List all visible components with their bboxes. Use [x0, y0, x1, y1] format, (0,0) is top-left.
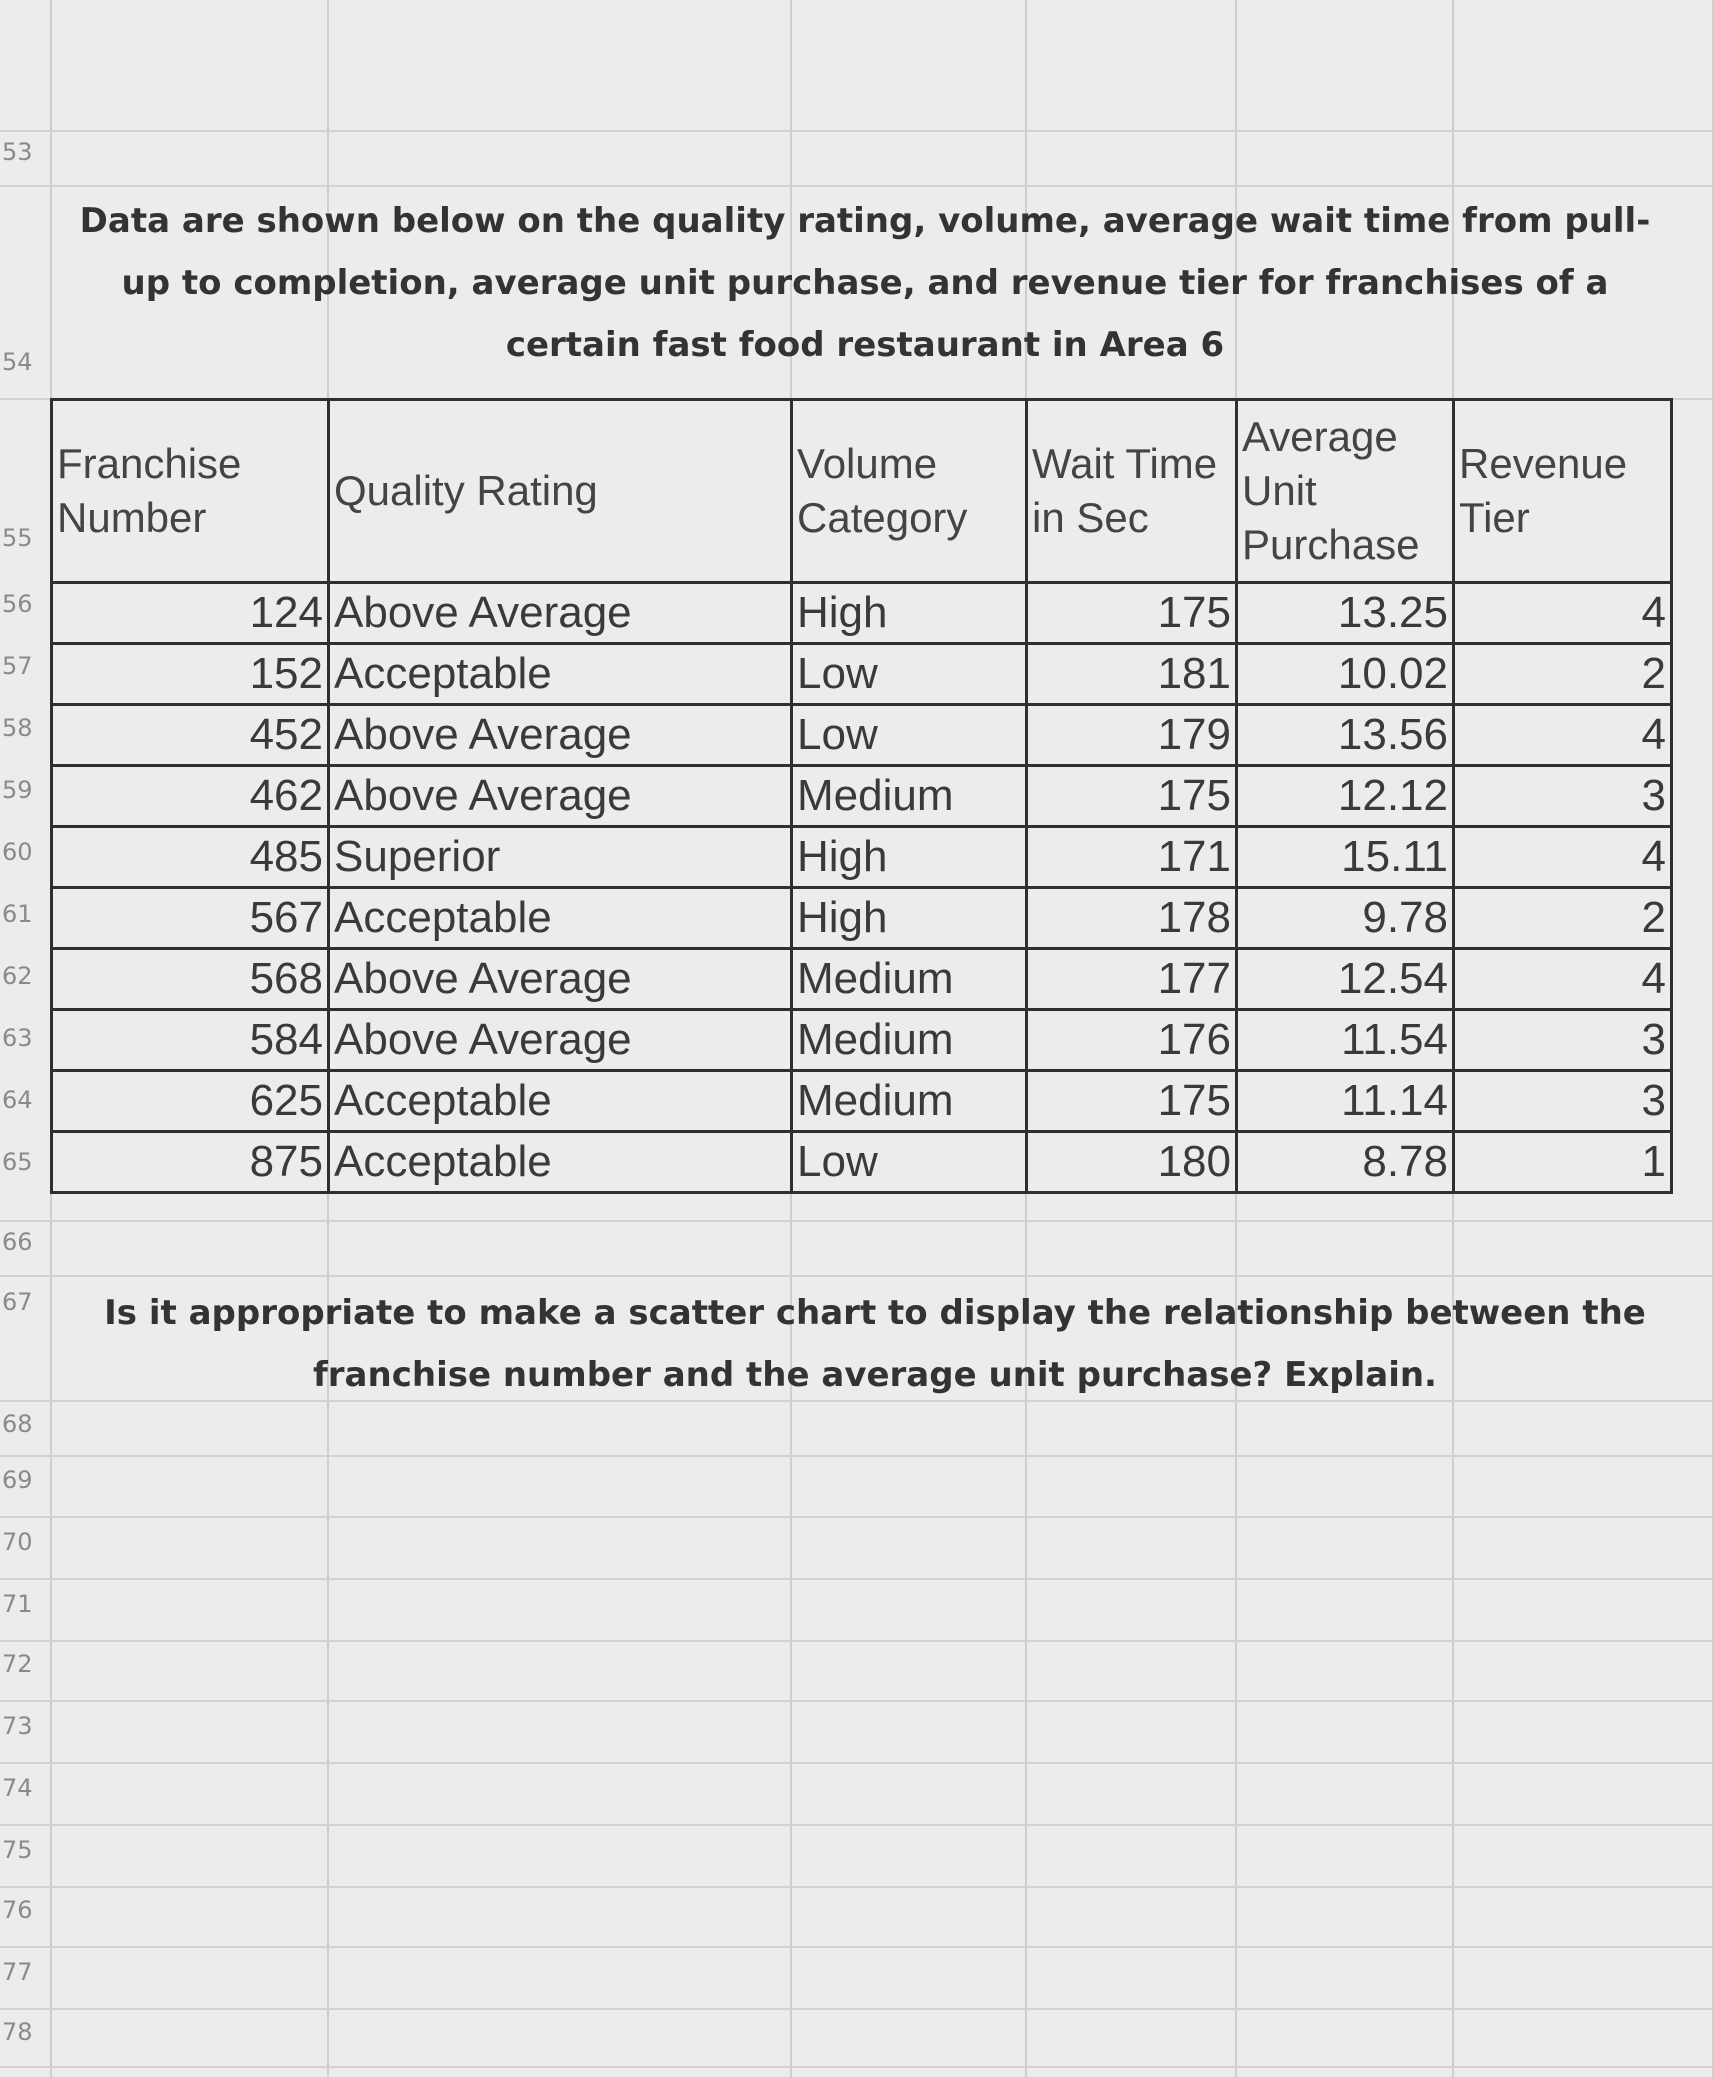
header-cell[interactable]: Volume Category	[792, 400, 1027, 583]
average-unit-purchase-cell[interactable]: 8.78	[1237, 1132, 1454, 1193]
volume-category-cell[interactable]: High	[792, 583, 1027, 644]
row-number[interactable]: 66	[2, 1228, 33, 1256]
header-cell[interactable]: Revenue Tier	[1454, 400, 1672, 583]
row-number[interactable]: 62	[2, 962, 33, 990]
revenue-tier-cell[interactable]: 3	[1454, 1010, 1672, 1071]
table-row	[52, 1132, 1672, 1193]
average-unit-purchase-cell[interactable]: 13.56	[1237, 705, 1454, 766]
franchise-data-table	[50, 398, 1673, 1194]
quality-rating-cell[interactable]: Above Average	[329, 583, 792, 644]
wait-time-cell[interactable]: 171	[1027, 827, 1237, 888]
row-number[interactable]: 63	[2, 1024, 33, 1052]
volume-category-cell[interactable]: Medium	[792, 949, 1027, 1010]
row-number[interactable]: 59	[2, 776, 33, 804]
revenue-tier-cell[interactable]: 2	[1454, 644, 1672, 705]
intro-text[interactable]: Data are shown below on the quality rating, volume, average wait time from pull-up to completion, average unit purchase, and revenue tier for franchises of a certain fast food restaurant in Area 6	[79, 201, 1651, 365]
row-number[interactable]: 71	[2, 1590, 33, 1618]
volume-category-cell[interactable]: Low	[792, 705, 1027, 766]
revenue-tier-cell[interactable]: 3	[1454, 766, 1672, 827]
row-number[interactable]: 75	[2, 1836, 33, 1864]
row-number[interactable]: 70	[2, 1528, 33, 1556]
volume-category-cell[interactable]: Low	[792, 644, 1027, 705]
table-row	[52, 827, 1672, 888]
table-row	[52, 583, 1672, 644]
row-number[interactable]: 69	[2, 1466, 33, 1494]
volume-category-cell[interactable]: High	[792, 888, 1027, 949]
row-number[interactable]: 77	[2, 1958, 33, 1986]
revenue-tier-cell[interactable]: 4	[1454, 949, 1672, 1010]
franchise-number-cell[interactable]: 124	[52, 583, 329, 644]
franchise-number-cell[interactable]: 452	[52, 705, 329, 766]
volume-category-cell[interactable]: Medium	[792, 766, 1027, 827]
table-row	[52, 644, 1672, 705]
franchise-number-cell[interactable]: 584	[52, 1010, 329, 1071]
table-header-row	[52, 400, 1672, 583]
table-row	[52, 949, 1672, 1010]
franchise-number-cell[interactable]: 567	[52, 888, 329, 949]
row-number[interactable]: 73	[2, 1712, 33, 1740]
wait-time-cell[interactable]: 180	[1027, 1132, 1237, 1193]
row-number[interactable]: 74	[2, 1774, 33, 1802]
average-unit-purchase-cell[interactable]: 12.54	[1237, 949, 1454, 1010]
quality-rating-cell[interactable]: Above Average	[329, 1010, 792, 1071]
franchise-number-cell[interactable]: 875	[52, 1132, 329, 1193]
header-cell[interactable]: Average Unit Purchase	[1237, 400, 1454, 583]
quality-rating-cell[interactable]: Superior	[329, 827, 792, 888]
wait-time-cell[interactable]: 178	[1027, 888, 1237, 949]
row-number[interactable]: 56	[2, 590, 33, 618]
franchise-number-cell[interactable]: 485	[52, 827, 329, 888]
volume-category-cell[interactable]: Medium	[792, 1010, 1027, 1071]
header-cell[interactable]: Quality Rating	[329, 400, 792, 583]
franchise-number-cell[interactable]: 625	[52, 1071, 329, 1132]
row-number[interactable]: 54	[2, 348, 33, 376]
quality-rating-cell[interactable]: Above Average	[329, 705, 792, 766]
wait-time-cell[interactable]: 179	[1027, 705, 1237, 766]
wait-time-cell[interactable]: 181	[1027, 644, 1237, 705]
wait-time-cell[interactable]: 175	[1027, 583, 1237, 644]
revenue-tier-cell[interactable]: 4	[1454, 583, 1672, 644]
row-number[interactable]: 72	[2, 1650, 33, 1678]
table-row	[52, 1071, 1672, 1132]
quality-rating-cell[interactable]: Acceptable	[329, 644, 792, 705]
revenue-tier-cell[interactable]: 1	[1454, 1132, 1672, 1193]
row-number[interactable]: 60	[2, 838, 33, 866]
revenue-tier-cell[interactable]: 4	[1454, 827, 1672, 888]
revenue-tier-cell[interactable]: 2	[1454, 888, 1672, 949]
franchise-number-cell[interactable]: 568	[52, 949, 329, 1010]
row-number[interactable]: 57	[2, 652, 33, 680]
row-number[interactable]: 76	[2, 1896, 33, 1924]
quality-rating-cell[interactable]: Acceptable	[329, 1071, 792, 1132]
volume-category-cell[interactable]: Low	[792, 1132, 1027, 1193]
quality-rating-cell[interactable]: Above Average	[329, 949, 792, 1010]
quality-rating-cell[interactable]: Above Average	[329, 766, 792, 827]
volume-category-cell[interactable]: Medium	[792, 1071, 1027, 1132]
average-unit-purchase-cell[interactable]: 10.02	[1237, 644, 1454, 705]
row-number[interactable]: 58	[2, 714, 33, 742]
table-row	[52, 705, 1672, 766]
average-unit-purchase-cell[interactable]: 15.11	[1237, 827, 1454, 888]
franchise-number-cell[interactable]: 152	[52, 644, 329, 705]
table-row	[52, 1010, 1672, 1071]
wait-time-cell[interactable]: 177	[1027, 949, 1237, 1010]
revenue-tier-cell[interactable]: 4	[1454, 705, 1672, 766]
volume-category-cell[interactable]: High	[792, 827, 1027, 888]
quality-rating-cell[interactable]: Acceptable	[329, 888, 792, 949]
header-cell[interactable]: Franchise Number	[52, 400, 329, 583]
header-cell[interactable]: Wait Time in Sec	[1027, 400, 1237, 583]
franchise-number-cell[interactable]: 462	[52, 766, 329, 827]
average-unit-purchase-cell[interactable]: 11.54	[1237, 1010, 1454, 1071]
row-number[interactable]: 61	[2, 900, 33, 928]
average-unit-purchase-cell[interactable]: 9.78	[1237, 888, 1454, 949]
average-unit-purchase-cell[interactable]: 11.14	[1237, 1071, 1454, 1132]
table-row	[52, 888, 1672, 949]
row-number[interactable]: 55	[2, 524, 33, 552]
quality-rating-cell[interactable]: Acceptable	[329, 1132, 792, 1193]
wait-time-cell[interactable]: 176	[1027, 1010, 1237, 1071]
row-number[interactable]: 64	[2, 1086, 33, 1114]
row-number[interactable]: 78	[2, 2018, 33, 2046]
row-number[interactable]: 53	[2, 138, 33, 166]
row-number[interactable]: 67	[2, 1288, 33, 1316]
wait-time-cell[interactable]: 175	[1027, 1071, 1237, 1132]
row-number[interactable]: 65	[2, 1148, 33, 1176]
question-text[interactable]: Is it appropriate to make a scatter chart to display the relationship between the franchise number and the average unit purchase? Explain.	[104, 1293, 1646, 1395]
average-unit-purchase-cell[interactable]: 13.25	[1237, 583, 1454, 644]
revenue-tier-cell[interactable]: 3	[1454, 1071, 1672, 1132]
average-unit-purchase-cell[interactable]: 12.12	[1237, 766, 1454, 827]
table-row	[52, 766, 1672, 827]
wait-time-cell[interactable]: 175	[1027, 766, 1237, 827]
row-number[interactable]: 68	[2, 1410, 33, 1438]
